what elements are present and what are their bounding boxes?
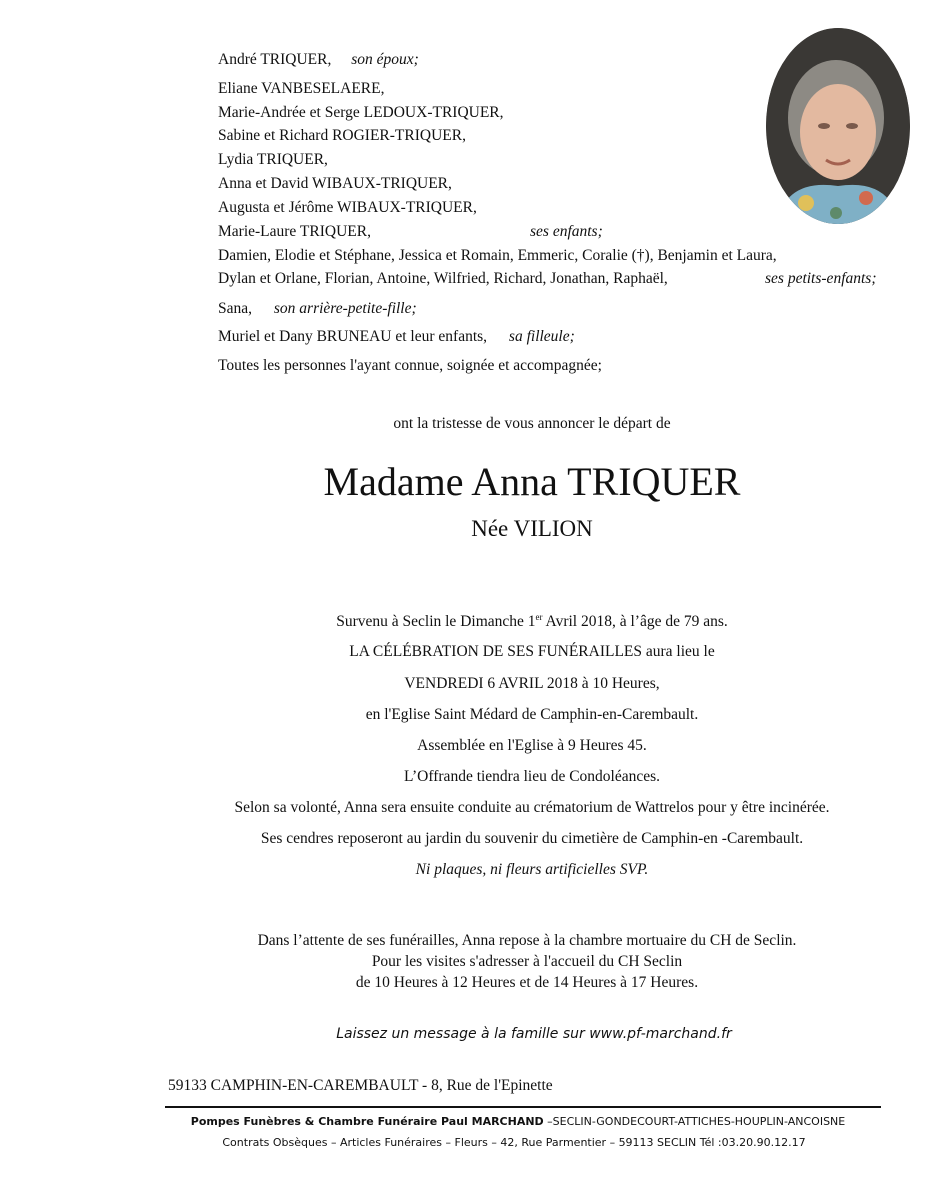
ashes-note: Ses cendres reposeront au jardin du souvenir du cimetière de Camphin-en -Carembault. xyxy=(260,830,804,847)
children-role: ses enfants; xyxy=(530,223,603,240)
online-message-link[interactable]: Laissez un message à la famille sur www.pf-marchand.fr xyxy=(336,1026,732,1042)
grandchildren-line-1: Damien, Elodie et Stéphane, Jessica et Romain, Emmeric, Coralie (†), Benjamin et Laura, xyxy=(218,247,777,264)
funeral-date: VENDREDI 6 AVRIL 2018 à 10 Heures, xyxy=(404,675,660,692)
death-date-sup: er xyxy=(535,612,543,622)
family-line-husband xyxy=(218,51,419,69)
deceased-maiden-name: Née VILION xyxy=(471,516,593,541)
footer-company-line xyxy=(0,1115,947,1128)
child-4: Lydia TRIQUER, xyxy=(218,151,328,168)
assembly-time: Assemblée en l'Eglise à 9 Heures 45. xyxy=(417,737,647,754)
child-7: Marie-Laure TRIQUER, xyxy=(218,223,371,240)
child-6: Augusta et Jérôme WIBAUX-TRIQUER, xyxy=(218,199,477,216)
visitation-line-1: Dans l’attente de ses funérailles, Anna repose à la chambre mortuaire du CH de Seclin. xyxy=(257,932,797,949)
child-3: Sabine et Richard ROGIER-TRIQUER, xyxy=(218,127,466,144)
funeral-location: en l'Eglise Saint Médard de Camphin-en-Carembault. xyxy=(365,706,699,723)
family-others: Toutes les personnes l'ayant connue, soignée et accompagnée; xyxy=(218,357,602,374)
great-grandchild-name: Sana, xyxy=(218,300,253,317)
footer-branches: –SECLIN-GONDECOURT-ATTICHES-HOUPLIN-ANCOISNE xyxy=(543,1115,846,1128)
announcement: ont la tristesse de vous annoncer le départ de xyxy=(393,415,671,432)
family-line-great-grandchild xyxy=(218,300,417,318)
death-prefix: Survenu à Seclin le Dimanche 1 xyxy=(336,613,536,631)
grandchildren-line-2: Dylan et Orlane, Florian, Antoine, Wilfried, Richard, Jonathan, Raphaël, xyxy=(218,270,668,287)
footer-divider xyxy=(165,1106,881,1108)
grandchildren-role: ses petits-enfants; xyxy=(765,270,877,287)
visitation-line-3: de 10 Heures à 12 Heures et de 14 Heures à 17 Heures. xyxy=(355,974,699,991)
portrait-photo-icon xyxy=(766,28,910,224)
family-line-goddaughter xyxy=(218,328,575,346)
child-2: Marie-Andrée et Serge LEDOUX-TRIQUER, xyxy=(218,104,504,121)
goddaughter-name: Muriel et Dany BRUNEAU et leur enfants, xyxy=(218,328,488,345)
funeral-celebration: LA CÉLÉBRATION DE SES FUNÉRAILLES aura lieu le xyxy=(349,643,715,660)
no-flowers-note: Ni plaques, ni fleurs artificielles SVP. xyxy=(415,861,649,878)
death-notice xyxy=(0,612,947,631)
death-suffix: Avril 2018, à l’âge de 79 ans. xyxy=(542,613,728,631)
husband-role: son époux; xyxy=(351,51,419,68)
great-grandchild-role: son arrière-petite-fille; xyxy=(273,300,417,317)
child-5: Anna et David WIBAUX-TRIQUER, xyxy=(218,175,452,192)
family-address: 59133 CAMPHIN-EN-CAREMBAULT - 8, Rue de l'Epinette xyxy=(168,1077,553,1094)
offering-note: L’Offrande tiendra lieu de Condoléances. xyxy=(403,768,661,785)
cremation-note: Selon sa volonté, Anna sera ensuite conduite au crématorium de Wattrelos pour y être incinérée. xyxy=(234,799,830,816)
child-1: Eliane VANBESELAERE, xyxy=(218,80,385,97)
footer-company-name: Pompes Funèbres & Chambre Funéraire Paul MARCHAND xyxy=(190,1115,544,1128)
footer-contact-line: Contrats Obsèques – Articles Funéraires – Fleurs – 42, Rue Parmentier – 59113 SECLIN Tél :03.20.90.12.17 xyxy=(222,1136,806,1149)
portrait-photo xyxy=(766,28,910,224)
goddaughter-role: sa filleule; xyxy=(508,328,575,345)
visitation-line-2: Pour les visites s'adresser à l'accueil du CH Seclin xyxy=(371,953,683,970)
deceased-name: Madame Anna TRIQUER xyxy=(323,459,741,504)
husband-name: André TRIQUER, xyxy=(218,51,332,68)
